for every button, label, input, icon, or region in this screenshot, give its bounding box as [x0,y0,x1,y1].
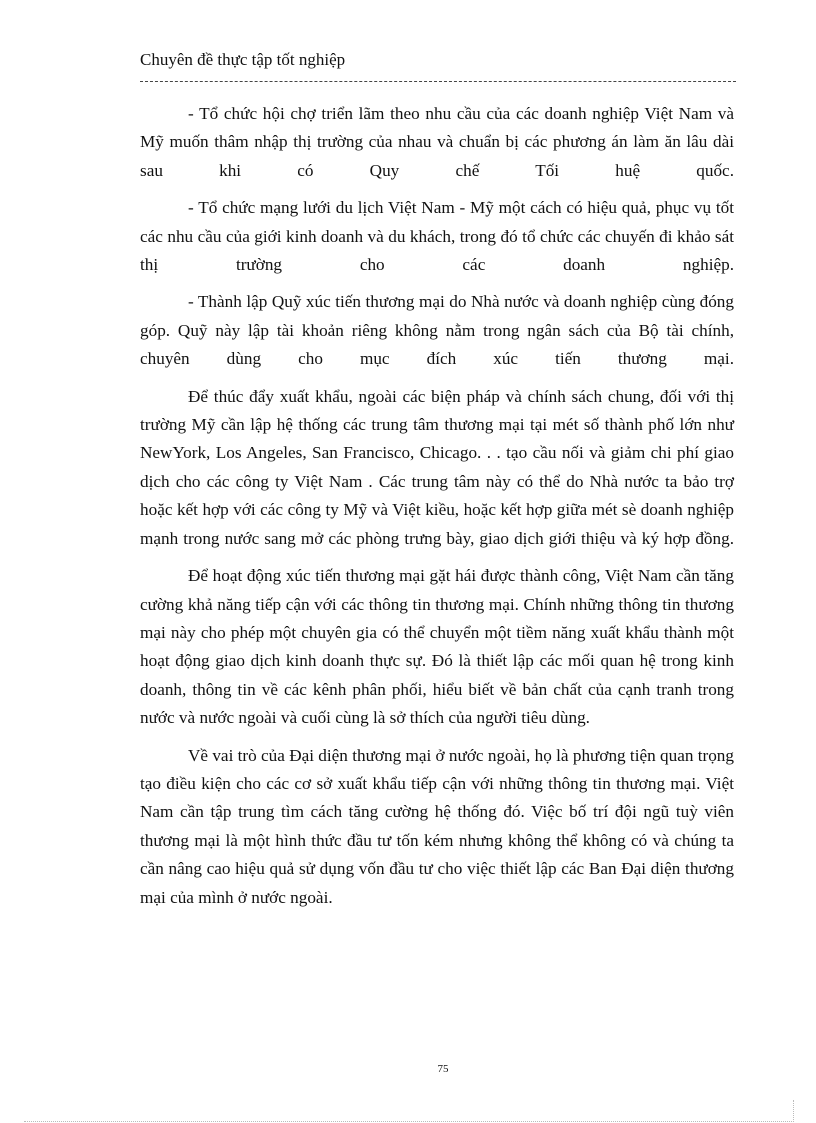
page-number: 75 [437,1063,449,1075]
paragraph-trade-fairs: - Tổ chức hội chợ triển lãm theo nhu cầu của các doanh nghiệp Việt Nam và Mỹ muốn thâm nhập thị trường của nhau và chuẩn bị các phương án làm ăn lâu dài sau khi có Quy chế Tối huệ quốc. [140,104,734,180]
page-header-title: Chuyên đề thực tập tốt nghiệp [140,50,346,69]
paragraph-trade-centers: Để thúc đẩy xuất khẩu, ngoài các biện pháp và chính sách chung, đối với thị trường Mỹ cần lập hệ thống các trung tâm thương mại tại mét số thành phố lớn như NewYork, Los Angeles, San Francisco, Chicago. . . tạo cầu nối và giảm chi phí giao dịch cho các công ty Việt Nam . Các trung tâm này có thể do Nhà nước ta bảo trợ hoặc kết hợp với các công ty Mỹ và Việt kiều, hoặc kết hợp giữa mét sè doanh nghiệp mạnh trong nước sang mở các phòng trưng bày, giao dịch giới thiệu và ký hợp đồng. [140,386,734,548]
document-body [140,100,734,921]
page-bottom-border [24,1121,792,1122]
paragraph-tourism-network: - Tổ chức mạng lưới du lịch Việt Nam - Mỹ một cách có hiệu quả, phục vụ tốt các nhu cầu của giới kinh doanh và du khách, trong đó tổ chức các chuyến đi khảo sát thị trường cho các doanh nghiệp. [140,198,734,275]
header-divider [140,81,736,82]
paragraph-trade-information: Để hoạt động xúc tiến thương mại gặt hái được thành công, Việt Nam cần tăng cường khả năng tiếp cận với các thông tin thương mại. Chính những thông tin thương mại này cho phép một chuyên gia có thể chuyển một tiềm năng xuất khẩu thành một hoạt động giao dịch kinh doanh thực sự. Đó là thiết lập các mối quan hệ trong kinh doanh, thông tin về các kênh phân phối, hiểu biết về bản chất của cạnh tranh trong nước và nước ngoài và cuối cùng là sở thích của người tiêu dùng. [140,566,734,728]
paragraph-trade-representatives: Về vai trò của Đại diện thương mại ở nước ngoài, họ là phương tiện quan trọng tạo điều kiện cho các cơ sở xuất khẩu tiếp cận với những thông tin thương mại. Việt Nam cần tập trung tìm cách tăng cường hệ thống đó. Việc bố trí đội ngũ tuỳ viên thương mại là một hình thức đầu tư tốn kém nhưng không thể không có và chúng ta cần nâng cao hiệu quả sử dụng vốn đầu tư cho việc thiết lập các Ban Đại diện thương mại của mình ở nước ngoài. [140,745,734,907]
page-right-border [793,1100,794,1122]
paragraph-promotion-fund: - Thành lập Quỹ xúc tiến thương mại do Nhà nước và doanh nghiệp cùng đóng góp. Quỹ này lập tài khoản riêng không nằm trong ngân sách của Bộ tài chính, chuyên dùng cho mục đích xúc tiến thương mại. [140,292,734,369]
